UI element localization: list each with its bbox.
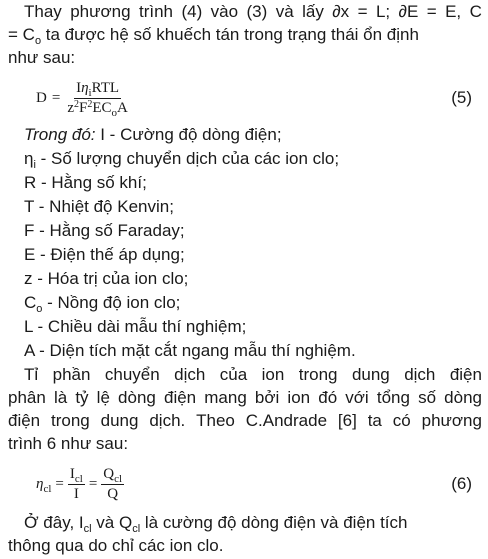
word: có: [392, 411, 411, 430]
equation-fraction: [101, 466, 124, 503]
definition-line: T - Nhiệt độ Kenvin;: [24, 197, 174, 216]
word: ∂E: [398, 2, 419, 21]
word: trong: [51, 411, 90, 430]
word: và: [275, 2, 294, 21]
definition-line: R - Hằng số khí;: [24, 173, 147, 192]
paragraph-line: trình 6 như sau:: [8, 434, 129, 453]
word: điện: [8, 411, 41, 430]
fraction-numerator: $Q_{cl}$: [103, 465, 123, 485]
word: số: [418, 388, 437, 407]
intro-line-2: [8, 24, 482, 46]
word: mang: [204, 388, 247, 407]
definition-line: $\eta_i$ - Số lượng chuyển dịch của các ion clo;: [24, 149, 340, 171]
word: ion: [261, 365, 285, 384]
definition-line: E - Điện thế áp dụng;: [24, 245, 185, 264]
equation-lhs: $\eta_{cl}$: [36, 476, 52, 495]
word: dung: [351, 365, 390, 384]
word: của: [219, 365, 248, 384]
word: dòng: [118, 388, 156, 407]
word: điện: [449, 365, 482, 384]
word: phần: [52, 365, 91, 384]
word: E,: [445, 2, 462, 21]
word: Thay: [24, 2, 62, 21]
word: [6]: [337, 411, 357, 430]
word: dịch: [174, 365, 206, 384]
fraction-numerator: $I\eta_iRTL$: [76, 79, 120, 99]
word: Tỉ: [24, 365, 39, 384]
paragraph-line: [8, 387, 482, 409]
word: ion: [287, 388, 311, 407]
fraction-denominator: I: [73, 485, 79, 502]
word: trình: [139, 2, 174, 21]
word: vào: [210, 2, 239, 21]
word: lệ: [96, 388, 110, 407]
intro-text: ta được hệ số khuếch tán trong trạng thái ổn định: [41, 25, 419, 44]
subscript: o: [34, 35, 42, 47]
word: =: [426, 2, 437, 21]
word: tỷ: [75, 388, 89, 407]
equation-fraction: [65, 80, 130, 117]
equals-sign: =: [51, 90, 61, 106]
definition-line: F - Hằng số Faraday;: [24, 221, 185, 240]
word: Theo: [196, 411, 235, 430]
word: chuyển: [104, 365, 160, 384]
word: L;: [375, 2, 391, 21]
word: bởi: [254, 388, 280, 407]
word: dịch: [404, 365, 436, 384]
word: trong: [298, 365, 338, 384]
equation-number: (5): [451, 88, 472, 107]
word: C.Andrade: [245, 411, 328, 430]
definition-line: z - Hóa trị của ion clo;: [24, 269, 189, 288]
definition-line: A - Diện tích mặt cắt ngang mẫu thí nghiệm.: [24, 341, 356, 360]
definition-line: L - Chiều dài mẫu thí nghiệm;: [24, 317, 247, 336]
intro-line-3: như sau:: [8, 48, 76, 67]
equals-sign: =: [55, 476, 64, 492]
word: C: [469, 2, 482, 21]
equation-5: [8, 76, 482, 120]
word: đó: [318, 388, 338, 407]
word: phương: [70, 2, 131, 21]
word: phân: [8, 388, 46, 407]
word: với: [345, 388, 369, 407]
word: tổng: [376, 388, 410, 407]
paragraph-line: [8, 410, 482, 432]
word: dịch.: [149, 411, 186, 430]
equation-fraction: [68, 466, 85, 503]
word: lấy: [302, 2, 324, 21]
definition-line: Trong đó: I - Cường độ dòng điện;: [24, 125, 282, 144]
word: (4): [181, 2, 203, 21]
equals-sign: =: [88, 476, 98, 492]
word: ta: [367, 411, 382, 430]
word: =: [357, 2, 368, 21]
fraction-denominator: Q: [107, 485, 119, 502]
equation-6: [8, 462, 482, 506]
intro-text: = C: [8, 25, 35, 44]
word: là: [53, 388, 68, 407]
paragraph-line: [24, 364, 482, 386]
equation-lhs: D: [36, 90, 47, 106]
paragraph-line: thông qua do chỉ các ion clo.: [8, 536, 224, 555]
word: (3): [246, 2, 268, 21]
word: dòng: [444, 388, 482, 407]
intro-line-1: [24, 1, 482, 23]
word: phương: [421, 411, 482, 430]
word: dung: [100, 411, 139, 430]
word: điện: [163, 388, 197, 407]
fraction-denominator: $z^2F^2EC_oA$: [67, 98, 128, 119]
equation-number: (6): [451, 474, 472, 493]
definition-line: $C_o$ - Nồng độ ion clo;: [24, 293, 181, 315]
fraction-numerator: $I_{cl}$: [69, 465, 83, 485]
word: ∂x: [332, 2, 350, 21]
paragraph-line: Ở đây, $I_{cl}$ và $Q_{cl}$ là cường độ dòng điện và điện tích: [24, 513, 408, 535]
